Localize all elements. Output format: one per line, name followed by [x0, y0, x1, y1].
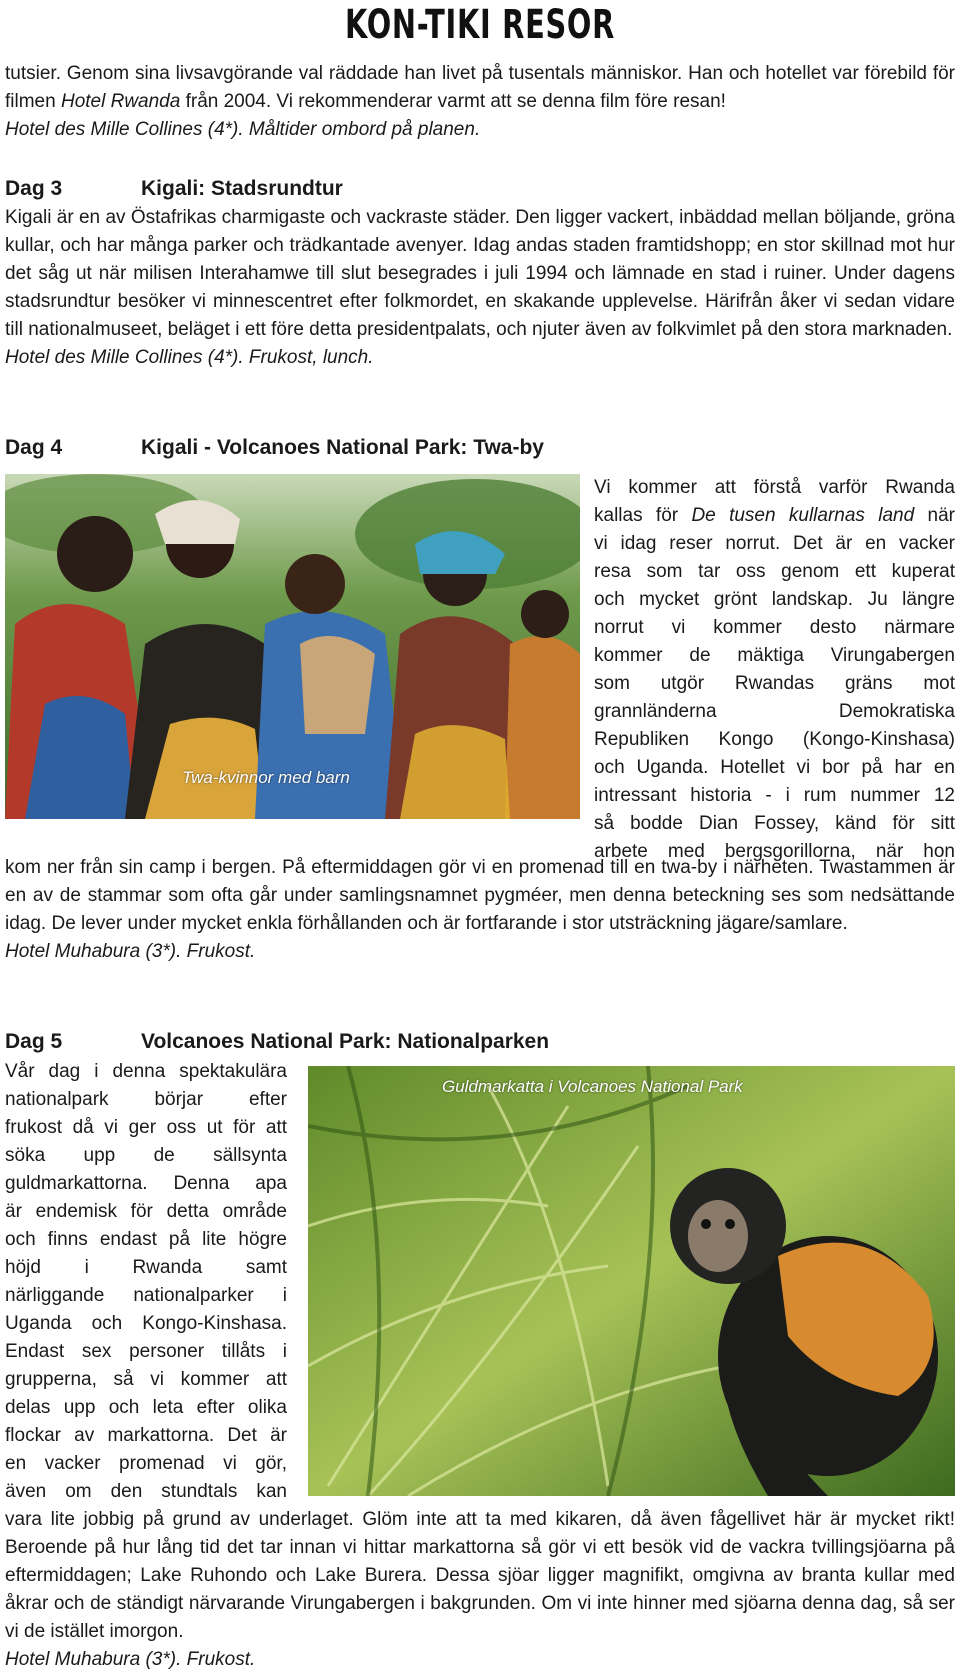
golden-monkey-photo: [308, 1066, 955, 1496]
day5-hotel: Hotel Muhabura (3*). Frukost.: [5, 1649, 256, 1670]
day5-section: [5, 1028, 955, 1673]
day5-side-column: [5, 1058, 287, 1506]
twa-photo-caption: Twa-kvinnor med barn: [182, 768, 350, 787]
day4-col-line: norrut vi kommer desto närmare: [594, 617, 955, 638]
day4-heading: [5, 434, 955, 462]
day4-col-line: och mycket grönt landskap. Ju längre: [594, 589, 955, 610]
day3-section: [5, 175, 955, 372]
day4-section: [5, 434, 955, 994]
day3-body: Kigali är en av Östafrikas charmigaste och vackraste städer. Den ligger vackert, inbäddad mellan böljande, gröna kullar, och har många parker och trädkantade avenyer. Idag andas staden framtidshopp; en stor skillnad mot hur det såg ut när milisen Interahamwe till slut besegrades i juli 1994 och lämnade en stad i ruiner. Under dagens stadsrundtur besöker vi minnescentret efter folkmordet, en skakande upplevelse. Härifrån åker vi sedan vidare till nationalmuseet, beläget i ett före detta presidentpalats, och njuter även av folkvimlet på den stora marknaden.: [5, 207, 955, 340]
golden-monkey-illustration: [308, 1066, 955, 1496]
day5-col-line: guldmarkattorna. Denna apa: [5, 1173, 287, 1194]
day5-col-line: Endast sex personer tillåts i: [5, 1341, 287, 1362]
day4-col-line: kallas för De tusen kullarnas land när: [594, 505, 955, 526]
day4-hotel: Hotel Muhabura (3*). Frukost.: [5, 941, 256, 962]
intro-hotel: Hotel des Mille Collines (4*). Måltider ombord på planen.: [5, 119, 481, 140]
day5-col-line: nationalpark börjar efter: [5, 1089, 287, 1110]
day4-col-line: som utgör Rwandas gräns mot: [594, 673, 955, 694]
day5-col-line: Uganda och Kongo-Kinshasa.: [5, 1313, 287, 1334]
day5-body: vara lite jobbig på grund av underlaget. Glöm inte att ta med kikaren, då även fågellivet här är mycket rikt! Beroende på hur lång tid det tar innan vi hittar markattorna så gör vi ett besök vid de vackra tvillingsjöarna på eftermiddagen; Lake Ruhondo och Lake Burera. Dessa sjöar ligger magnifikt, omgivna av branta kullar med åkrar och de ständigt närvarande Virungabergen i bakgrunden. Om vi inte hinner med sjöarna denna dag, så ser vi de istället imorgon.: [5, 1509, 955, 1642]
day5-col-line: flockar av markattorna. Det är: [5, 1425, 287, 1446]
monkey-photo-caption: Guldmarkatta i Volcanoes National Park: [442, 1077, 743, 1096]
day5-title: Volcanoes National Park: Nationalparken: [141, 1030, 550, 1053]
day5-col-line: och finns endast på lite högre: [5, 1229, 287, 1250]
day4-col-line: Republiken Kongo (Kongo-Kinshasa): [594, 729, 955, 750]
day5-col-line: är endemisk för detta område: [5, 1201, 287, 1222]
day4-col-line: så bodde Dian Fossey, känd för sitt: [594, 813, 955, 834]
day3-label: Dag 3: [5, 177, 63, 200]
day5-col-line: även om den stundtals kan: [5, 1481, 287, 1502]
day5-label: Dag 5: [5, 1030, 63, 1053]
day4-col-line: intressant historia - i rum nummer 12: [594, 785, 955, 806]
kon-tiki-logo: KON-TIKI RESOR: [344, 2, 616, 48]
intro-paragraph: tutsier. Genom sina livsavgörande val räddade han livet på tusentals människor. Han och hotellet var förebild för filmen Hotel Rwanda från 2004. Vi rekommenderar varmt att se denna film före resan!: [5, 63, 955, 112]
day5-col-line: höjd i Rwanda samt: [5, 1257, 287, 1278]
day4-col-line: vi idag reser norrut. Det är en vacker: [594, 533, 955, 554]
day3-hotel: Hotel des Mille Collines (4*). Frukost, lunch.: [5, 347, 374, 368]
day4-col-line: Vi kommer att förstå varför Rwanda: [594, 477, 955, 498]
day5-col-line: en vacker promenad vi gör,: [5, 1453, 287, 1474]
day5-col-line: närliggande nationalparker i: [5, 1285, 287, 1306]
document-page: [5, 0, 955, 1676]
day5-continued: [5, 1506, 955, 1674]
day4-col-line: kommer de mäktiga Virungabergen: [594, 645, 955, 666]
day4-title: Kigali - Volcanoes National Park: Twa-by: [141, 436, 544, 459]
day4-continued: [5, 854, 955, 966]
day4-label: Dag 4: [5, 436, 63, 459]
day3-heading: [5, 175, 955, 203]
day4-col-line: resa som tar oss genom ett kuperat: [594, 561, 955, 582]
day4-col-line: arbete med bergsgorillorna, när hon: [594, 841, 955, 862]
day5-col-line: Vår dag i denna spektakulära: [5, 1061, 287, 1082]
film-title: Hotel Rwanda: [60, 91, 181, 112]
day4-col-line: och Uganda. Hotellet vi bor på har en: [594, 757, 955, 778]
day5-heading: [5, 1028, 955, 1056]
day5-col-line: frukost då vi ger oss ut för att: [5, 1117, 287, 1138]
day5-col-line: grupperna, så vi kommer att: [5, 1369, 287, 1390]
day4-side-column: [594, 474, 955, 866]
day5-col-line: delas upp och leta efter olika: [5, 1397, 287, 1418]
day4-col-line: grannländerna Demokratiska: [594, 701, 955, 722]
intro-section: [5, 60, 955, 144]
thousand-hills-phrase: De tusen kullarnas land: [691, 505, 915, 526]
day4-body: kom ner från sin camp i bergen. På eftermiddagen gör vi en promenad till en twa-by i närheten. Twastammen är en av de stammar som ofta går under samlingsnamnet pygméer, men denna beteckning ses som nedsättande idag. De lever under mycket enkla förhållanden och är fortfarande i stor utsträckning jägare/samlare.: [5, 857, 955, 934]
day5-col-line: söka upp de sällsynta: [5, 1145, 287, 1166]
day3-title: Kigali: Stadsrundtur: [141, 177, 343, 200]
